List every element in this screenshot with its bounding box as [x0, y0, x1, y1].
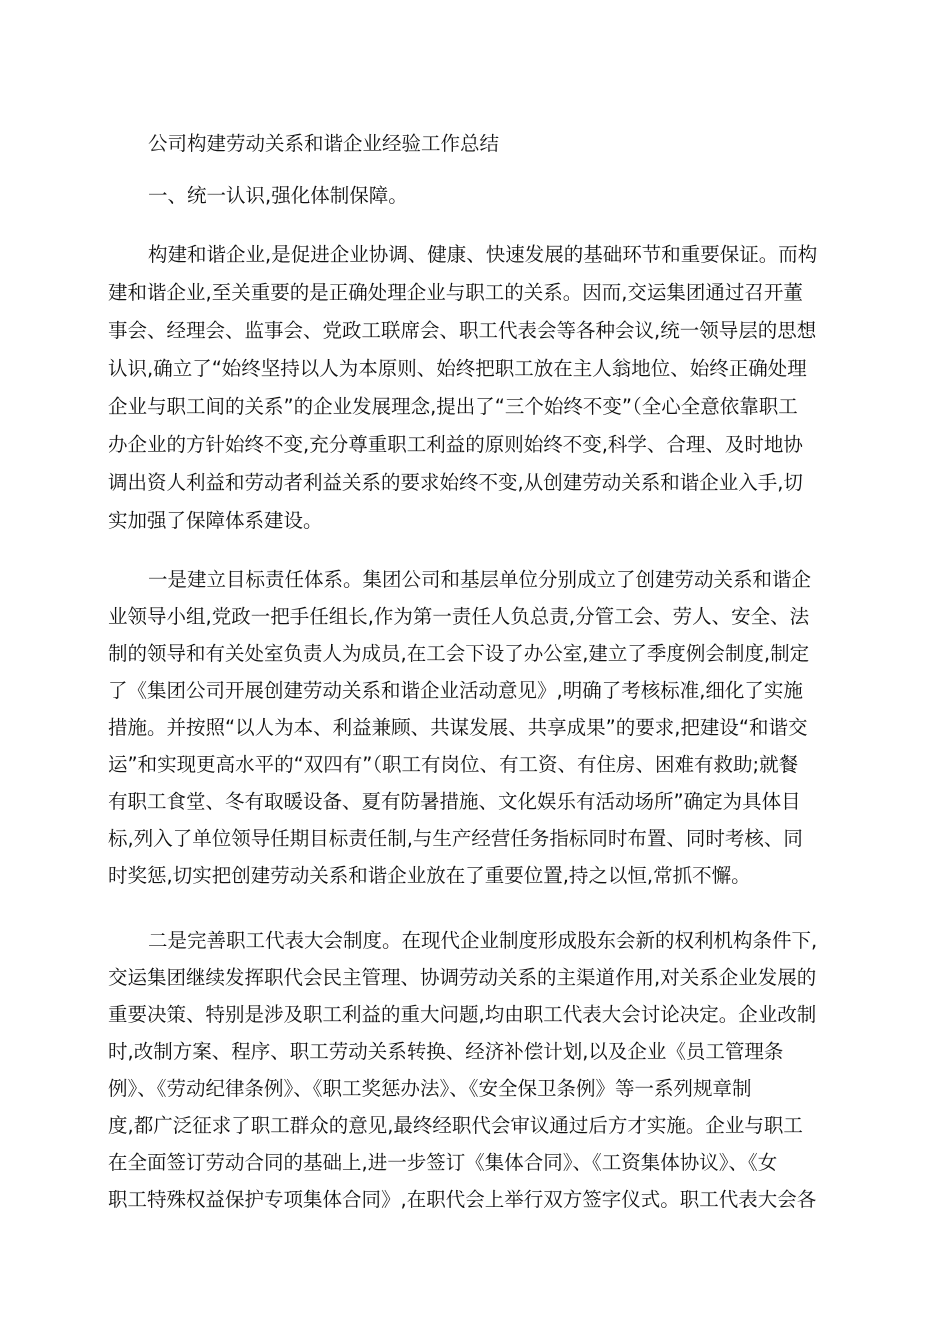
document-title-text: 公司构建劳动关系和谐企业经验工作总结: [148, 132, 500, 155]
document-page: 公司构建劳动关系和谐企业经验工作总结 一、统一认识,强化体制保障。 构建和谐企业,是促进企业协调、健康、快速发展的基础环节和重要保证。而构 建和谐企业,至关重要的是正确处理企业与职工的关系。因而,交运集团通过召开董 事会、经理会、监事会、党政工联席会、职工代表会等各种会议,统一领导层的思想 认识,确立了“始终坚持以人为本原则、始终把职工放在主人翁地位、始终正确处理 企业与职工间的关系”的企业发展理念,提出了“三个始终不变”（全心全意依靠职工 办企业的方针始终不变,充分尊重职工利益的原则始终不变,科学、合理、及时地协 调出资人利益和劳动者利益关系的要求始终不变,从创建劳动关系和谐企业入手,切 实加强了保障体系建设。 一是建立目标责任体系。集团公司和基层单位分别成立了创建劳动关系和谐企 业领导小组,党政一把手任组长,作为第一责任人负总责,分管工会、劳人、安全、法 制的领导和有关处室负责人为成员,在工会下设了办公室,建立了季度例会制度,制定 了《集团公司开展创建劳动关系和谐企业活动意见》,明确了考核标准,细化了实施 措施。并按照“以人为本、利益兼顾、共谋发展、共享成果”的要求,把建设“和谐交 运”和实现更高水平的“双四有”（职工有岗位、有工资、有住房、困难有救助;就餐 有职工食堂、冬有取暖设备、夏有防暑措施、文化娱乐有活动场所”确定为具体目 标,列入了单位领导任期目标责任制,与生产经营任务指标同时布置、同时考核、同 时奖惩,切实把创建劳动关系和谐企业放在了重要位置,持之以恒,常抓不懈。 二是完善职工代表大会制度。在现代企业制度形成股东会新的权利机构条件下, 交运集团继续发挥职代会民主管理、协调劳动关系的主渠道作用,对关系企业发展的 重要决策、特别是涉及职工利益的重大问题,均由职工代表大会讨论决定。企业改制 时,改制方案、程序、职工劳动关系转换、经济补偿计划,以及企业《员工管理条 例》、《劳动纪律条例》、《职工奖惩办法》、《安全保卫条例》等一系列规章制 度,都广泛征求了职工群众的意见,最终经职代会审议通过后方才实施。企业与职工 在全面签订劳动合同的基础上,进一步签订《集体合同》、《工资集体协议》、《女 职工特殊权益保护专项集体合同》,在职代会上举行双方签字仪式。职工代表大会各: [108, 132, 818, 1211]
section-heading-text: 一、统一认识,强化体制保障。: [148, 184, 408, 207]
